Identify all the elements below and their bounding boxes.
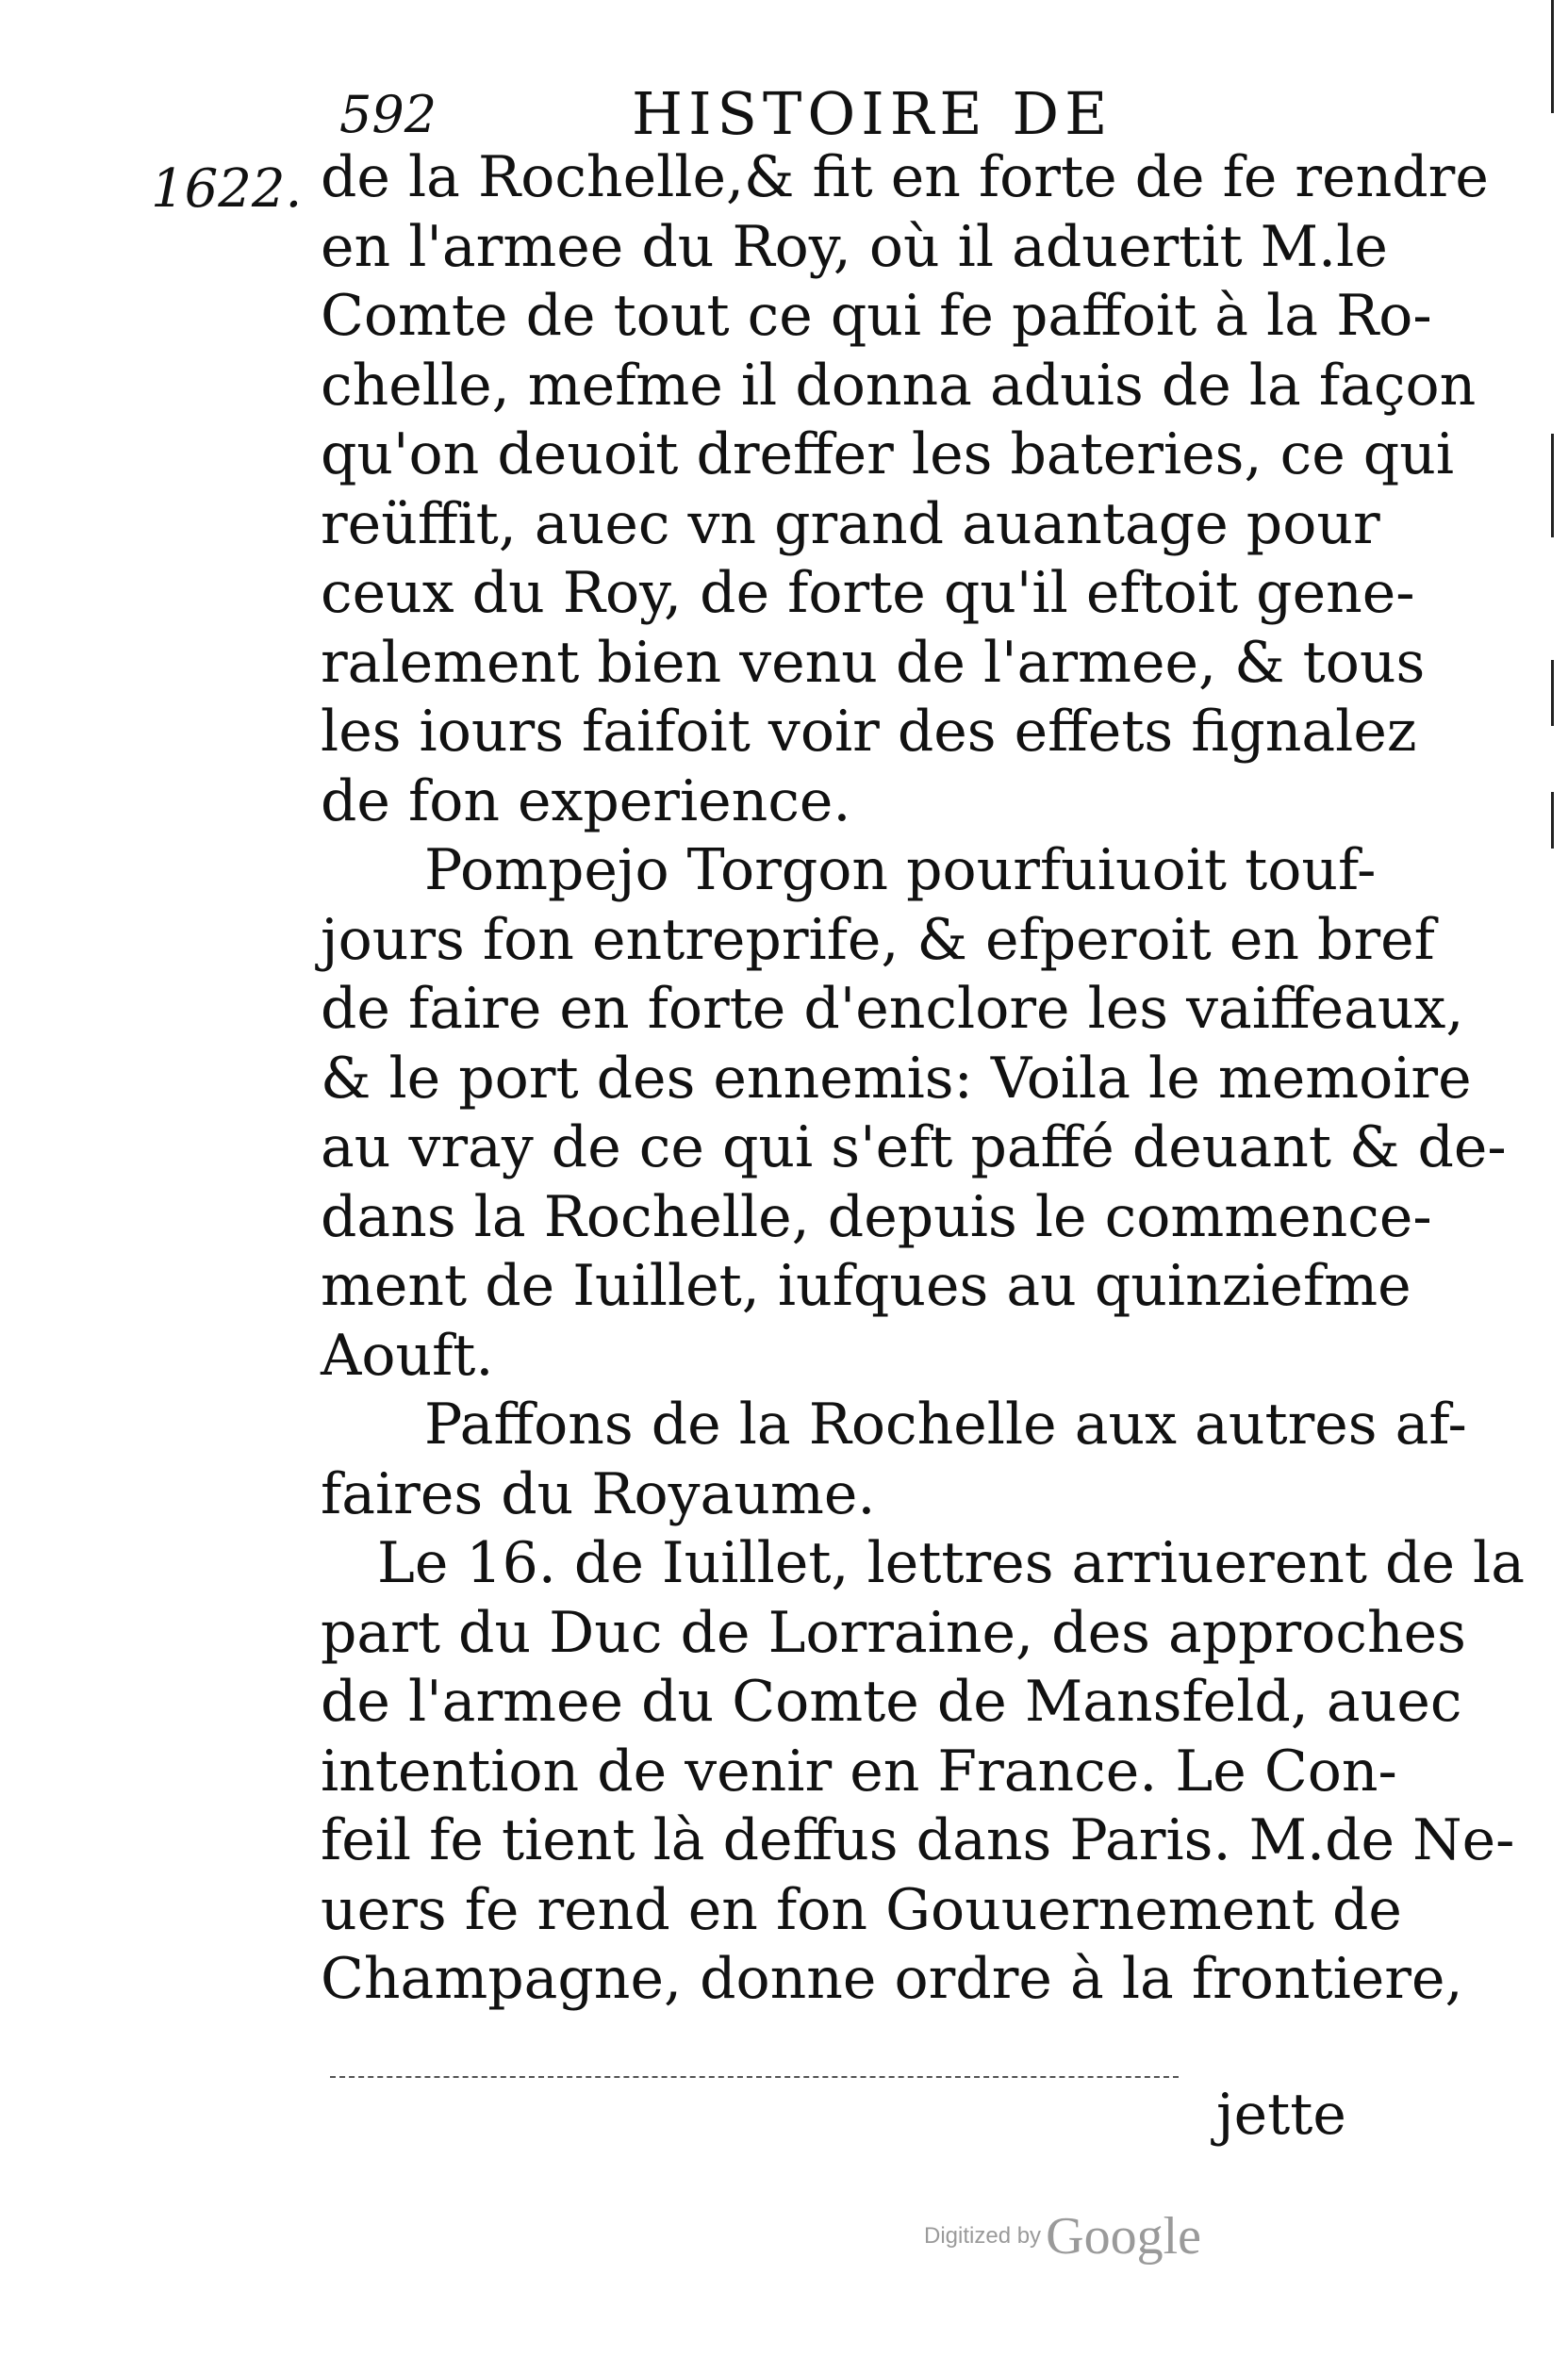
page-header — [330, 75, 1197, 151]
text-line: chelle, mefme il donna aduis de la façon — [321, 352, 1477, 419]
text-line: part du Duc de Lorraine, des approches — [321, 1599, 1466, 1666]
paragraph-start-line: Paffons de la Rochelle aux autres af- — [424, 1392, 1467, 1458]
text-line: de l'armee du Comte de Mansfeld, auec — [321, 1669, 1462, 1735]
text-line: de fon experience. — [321, 767, 851, 834]
text-line: feil fe tient là deffus dans Paris. M.de Ne- — [321, 1807, 1515, 1873]
text-line: les iours faifoit voir des effets fignalez — [321, 699, 1417, 765]
text-line: faires du Royaume. — [321, 1460, 876, 1527]
page-edge-mark — [1551, 434, 1554, 537]
running-title: HISTOIRE DE — [632, 79, 1114, 148]
page-edge-mark — [1551, 792, 1554, 849]
text-line: uers fe rend en fon Gouuernement de — [321, 1876, 1402, 1943]
text-line: ralement bien venu de l'armee, & tous — [321, 629, 1426, 696]
paragraph-start-line: Le 16. de Iuillet, lettres arriuerent de la — [377, 1530, 1525, 1596]
google-logo: Google — [1046, 2207, 1202, 2266]
text-line: ment de Iuillet, iufques au quinziefme — [321, 1253, 1411, 1319]
google-watermark — [924, 2206, 1201, 2266]
catchword: jette — [1216, 2082, 1346, 2148]
text-line: en l'armee du Roy, où il aduertit M.le — [321, 213, 1388, 280]
text-line: ceux du Roy, de forte qu'il eftoit gene- — [321, 560, 1415, 626]
text-line: & le port des ennemis: Voila le memoire — [321, 1045, 1472, 1112]
text-line: Champagne, donne ordre à la frontiere, — [321, 1946, 1463, 2012]
text-line: de faire en forte d'enclore les vaiffeaux, — [321, 976, 1464, 1042]
text-line: Aouft. — [321, 1322, 494, 1389]
paragraph-start-line: Pompejo Torgon pourfuiuoit touf- — [424, 837, 1377, 903]
body-text — [321, 143, 1525, 2015]
text-line: de la Rochelle,& fit en forte de fe rendre — [321, 144, 1489, 210]
text-line: intention de venir en France. Le Con- — [321, 1738, 1397, 1805]
page-edge-mark — [1551, 660, 1554, 726]
text-line: Comte de tout ce qui fe paffoit à la Ro- — [321, 283, 1432, 349]
page-edge-mark — [1551, 0, 1554, 113]
text-line: au vray de ce qui s'eft paffé deuant & de- — [321, 1114, 1507, 1180]
margin-year: 1622. — [151, 158, 303, 220]
bottom-dashed-rule — [330, 2076, 1179, 2078]
text-line: qu'on deuoit dreffer les bateries, ce qui — [321, 421, 1455, 487]
watermark-prefix: Digitized by — [924, 2223, 1042, 2249]
text-line: jours fon entreprife, & efperoit en bref — [321, 906, 1435, 973]
text-line: reüffit, auec vn grand auantage pour — [321, 490, 1380, 557]
page-number: 592 — [339, 85, 437, 144]
text-line: dans la Rochelle, depuis le commence- — [321, 1183, 1432, 1250]
